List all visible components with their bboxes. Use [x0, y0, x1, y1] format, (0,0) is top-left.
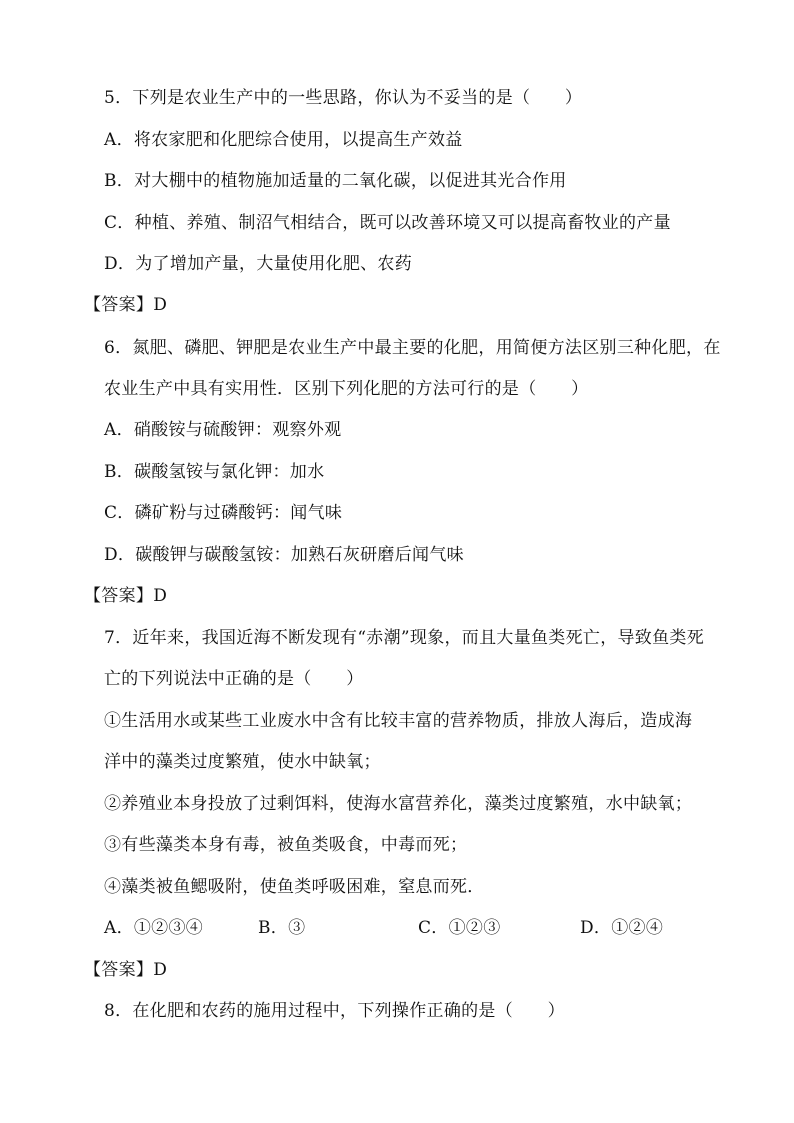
q5-stem: 5．下列是农业生产中的一些思路，你认为不妥当的是（ ）	[104, 88, 583, 108]
q6-stem-line-1: 6．氮肥、磷肥、钾肥是农业生产中最主要的化肥，用简便方法区别三种化肥，在	[104, 338, 721, 358]
q5-option-b: B．对大棚中的植物施加适量的二氧化碳，以促进其光合作用	[104, 171, 567, 191]
q5-option-d: D．为了增加产量，大量使用化肥、农药	[104, 254, 413, 274]
q5-answer: 【答案】D	[84, 295, 168, 315]
q7-statement-2: ②养殖业本身投放了过剩饵料，使海水富营养化，藻类过度繁殖，水中缺氧；	[104, 794, 693, 814]
q6-option-d: D．碳酸钾与碳酸氢铵：加熟石灰研磨后闻气味	[104, 545, 464, 565]
q7-statement-1-line-1: ①生活用水或某些工业废水中含有比较丰富的营养物质，排放人海后，造成海	[104, 711, 693, 731]
q7-statement-3: ③有些藻类本身有毒，被鱼类吸食，中毒而死；	[104, 835, 468, 855]
q5-option-a: A．将农家肥和化肥综合使用，以提高生产效益	[104, 130, 463, 150]
q6-option-b: B．碳酸氢铵与氯化钾：加水	[104, 462, 325, 482]
q7-stem-line-1: 7．近年来，我国近海不断发现有“赤潮”现象，而且大量鱼类死亡，导致鱼类死	[104, 628, 704, 648]
q7-answer: 【答案】D	[84, 960, 168, 980]
q6-option-c: C．磷矿粉与过磷酸钙：闻气味	[104, 503, 343, 523]
q6-answer: 【答案】D	[84, 586, 168, 606]
q7-options-row	[0, 916, 794, 940]
q7-option-a: A．①②③④	[104, 918, 204, 938]
q7-statement-4: ④藻类被鱼鳃吸附，使鱼类呼吸困难，窒息而死．	[104, 877, 485, 897]
q7-option-b: B．③	[258, 918, 306, 938]
q7-option-c: C．①②③	[418, 918, 501, 938]
q7-option-d: D．①②④	[580, 918, 664, 938]
q6-stem-line-2: 农业生产中具有实用性．区别下列化肥的方法可行的是（ ）	[104, 379, 589, 399]
q5-option-c: C．种植、养殖、制沼气相结合，既可以改善环境又可以提高畜牧业的产量	[104, 213, 671, 233]
q6-option-a: A．硝酸铵与硫酸钾：观察外观	[104, 420, 342, 440]
q7-statement-1-line-2: 洋中的藻类过度繁殖，使水中缺氧；	[104, 752, 381, 772]
q7-stem-line-2: 亡的下列说法中正确的是（ ）	[104, 669, 364, 689]
q8-stem: 8．在化肥和农药的施用过程中，下列操作正确的是（ ）	[104, 1001, 565, 1021]
